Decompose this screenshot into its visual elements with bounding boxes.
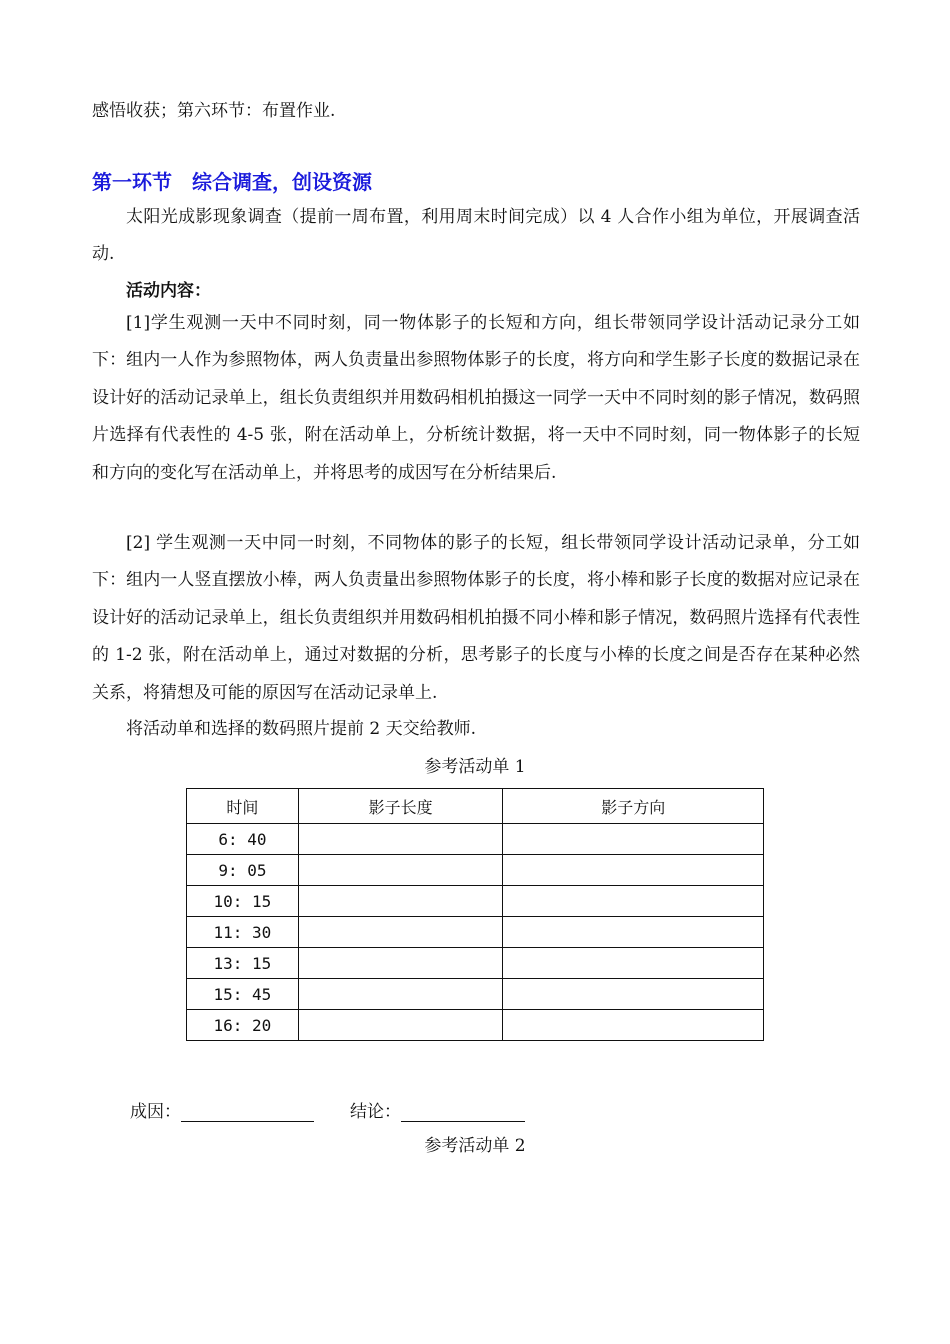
cell-shadow-direction[interactable]	[503, 824, 764, 855]
cell-shadow-length[interactable]	[298, 948, 503, 979]
cell-shadow-direction[interactable]	[503, 1010, 764, 1041]
table-row	[187, 886, 764, 917]
cell-shadow-direction[interactable]	[503, 855, 764, 886]
table-row	[187, 855, 764, 886]
table-row	[187, 948, 764, 979]
cell-shadow-length[interactable]	[298, 824, 503, 855]
cell-shadow-direction[interactable]	[503, 917, 764, 948]
header-shadow-length: 影子长度	[298, 789, 503, 824]
cause-label: 成因：	[130, 1102, 181, 1122]
conclusion-field	[350, 1097, 525, 1122]
cell-shadow-direction[interactable]	[503, 948, 764, 979]
cause-field	[130, 1097, 314, 1122]
cell-shadow-length[interactable]	[298, 1010, 503, 1041]
paragraph-survey: 太阳光成影现象调查（提前一周布置，利用周末时间完成）以 4 人合作小组为单位，开展调查活动.	[92, 207, 860, 265]
activity-item-2: [2] 学生观测一天中同一时刻，不同物体的影子的长短，组长带领同学设计活动记录单，分工如下：组内一人竖直摆放小棒，两人负责量出参照物体影子的长度，将小棒和影子长度的数据对应记录在设计好的活动记录单上，组长负责组织并用数码相机拍摄不同小棒和影子情况，数码照片选择有代表性的 1-2 张，附在活动单上，通过对数据的分析，思考影子的长度与小棒的长度之间是否存在某种必然关系，将猜想及可能的原因写在活动记录单上.	[92, 533, 860, 703]
cell-time: 16: 20	[187, 1010, 299, 1041]
submit-note: 将活动单和选择的数码照片提前 2 天交给教师.	[126, 719, 477, 739]
header-shadow-direction: 影子方向	[503, 789, 764, 824]
cell-shadow-direction[interactable]	[503, 886, 764, 917]
cell-shadow-length[interactable]	[298, 979, 503, 1010]
cell-time: 13: 15	[187, 948, 299, 979]
cell-time: 15: 45	[187, 979, 299, 1010]
table2-caption: 参考活动单 2	[424, 1136, 526, 1156]
activity-item-1: [1]学生观测一天中不同时刻，同一物体影子的长短和方向，组长带领同学设计活动记录分工如下：组内一人作为参照物体，两人负责量出参照物体影子的长度，将方向和学生影子长度的数据记录在设计好的活动记录单上，组长负责组织并用数码相机拍摄这一同学一天中不同时刻的影子情况，数码照片选择有代表性的 4-5 张，附在活动单上，分析统计数据，将一天中不同时刻，同一物体影子的长短和方向的变化写在活动单上，并将思考的成因写在分析结果后.	[92, 313, 860, 483]
conclusion-blank[interactable]	[401, 1103, 525, 1122]
table1-caption: 参考活动单 1	[424, 757, 526, 777]
cell-shadow-length[interactable]	[298, 855, 503, 886]
cell-time: 9: 05	[187, 855, 299, 886]
table-row	[187, 824, 764, 855]
activity-heading: 活动内容：	[126, 281, 211, 301]
cell-time: 6: 40	[187, 824, 299, 855]
activity-table-1	[186, 788, 764, 1041]
cell-shadow-length[interactable]	[298, 917, 503, 948]
cell-shadow-length[interactable]	[298, 886, 503, 917]
cell-time: 10: 15	[187, 886, 299, 917]
table-row	[187, 1010, 764, 1041]
cause-blank[interactable]	[181, 1103, 314, 1122]
cell-time: 11: 30	[187, 917, 299, 948]
conclusion-label: 结论：	[350, 1102, 401, 1122]
table-header-row	[187, 789, 764, 824]
table-row	[187, 979, 764, 1010]
header-time: 时间	[187, 789, 299, 824]
table-row	[187, 917, 764, 948]
section-title: 第一环节 综合调查，创设资源	[92, 170, 372, 194]
cell-shadow-direction[interactable]	[503, 979, 764, 1010]
intro-tail: 感悟收获；第六环节：布置作业.	[92, 101, 336, 121]
